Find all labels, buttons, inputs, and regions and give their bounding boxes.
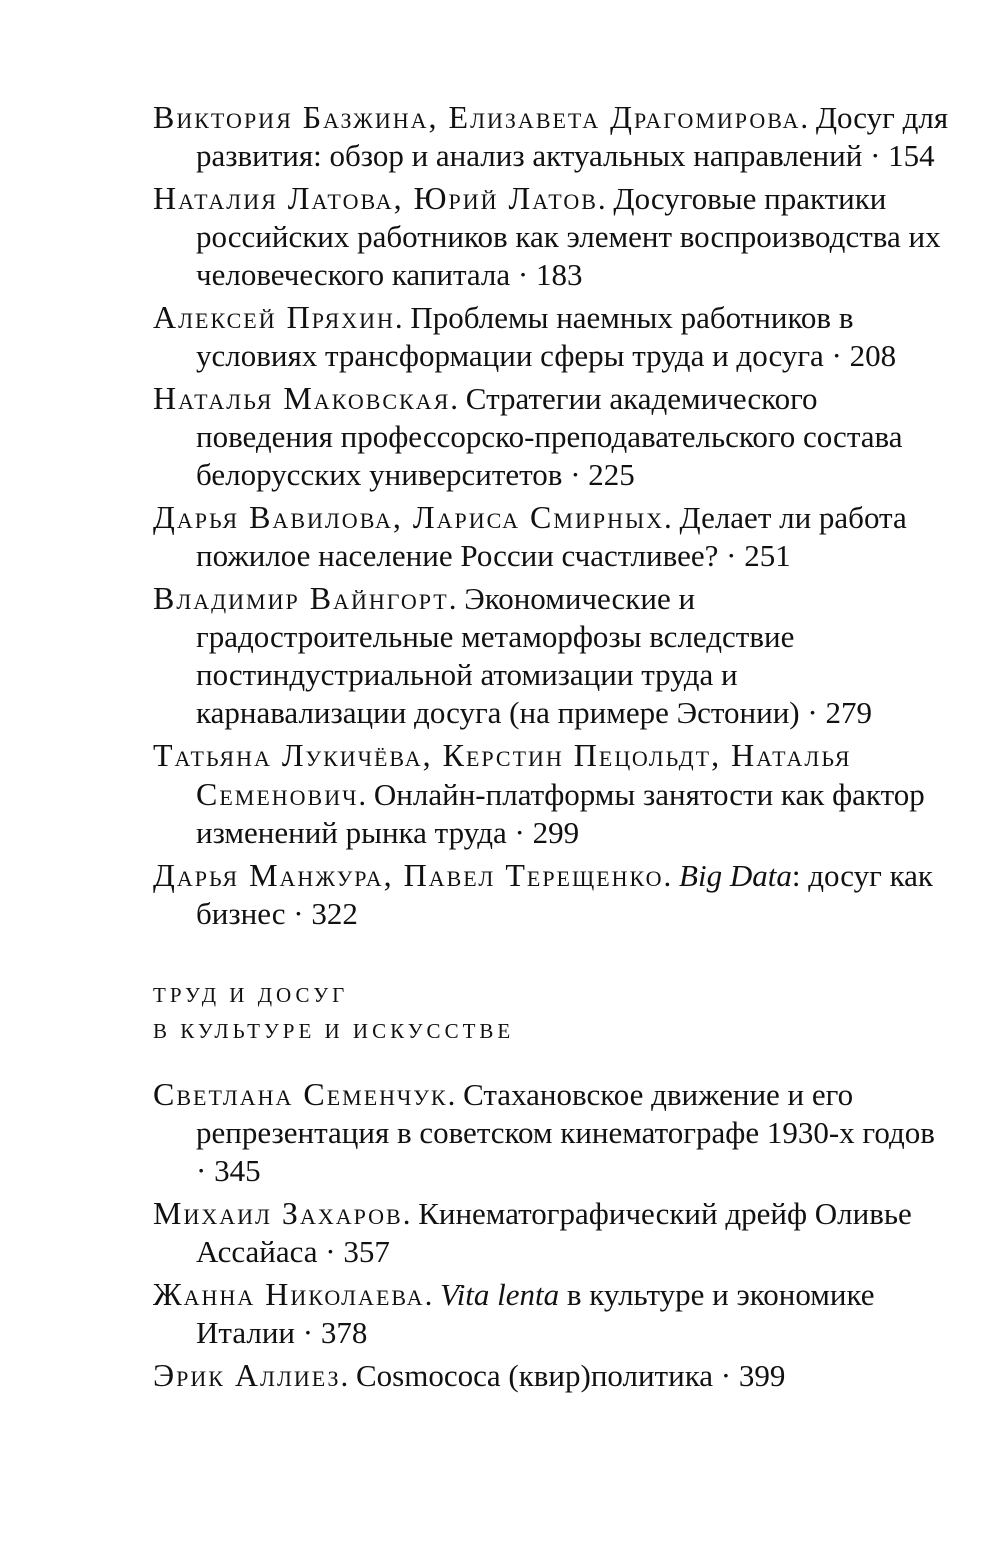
- toc-entry-page-ref: [510, 257, 582, 292]
- toc-entry-title: Делает ли работа пожилое население России счастливее?: [196, 500, 907, 573]
- toc-entry: [153, 179, 953, 294]
- toc-entry-separator: .: [448, 581, 465, 616]
- toc-entry-page-ref: [295, 1315, 367, 1350]
- page-separator-dot: ·: [799, 695, 826, 730]
- toc-entry: [153, 98, 953, 175]
- toc-entry-page-number: 183: [535, 257, 583, 292]
- toc-entry-page-ref: [286, 896, 358, 931]
- toc-entry-title: Vita lenta: [440, 1277, 560, 1312]
- toc-entry-separator: .: [597, 181, 614, 216]
- toc-entry-separator: .: [394, 300, 411, 335]
- toc-entry-author: Алексей Пряхин: [153, 299, 395, 335]
- page-separator-dot: ·: [713, 1358, 739, 1393]
- toc-entry-separator: .: [340, 1358, 356, 1393]
- page-separator-dot: ·: [823, 338, 850, 373]
- toc-entry-author: Владимир Вайнгорт: [153, 580, 449, 616]
- toc-entry-separator: .: [800, 100, 816, 135]
- toc-entry-title: Проблемы наемных работников в условиях трансформации сферы труда и досуга: [196, 300, 854, 373]
- toc-entry-author: Светлана Семенчук: [153, 1076, 448, 1112]
- page-separator-dot: ·: [510, 257, 536, 292]
- toc-entry: [153, 1275, 953, 1352]
- toc-entry: [153, 1356, 953, 1395]
- toc-entry-title: Досуг для развития: обзор и анализ актуальных направлений: [196, 100, 949, 173]
- toc-entry-author: Эрик Аллиез: [153, 1357, 341, 1393]
- toc-entry-page-ref: [562, 457, 634, 492]
- toc-entry: [153, 856, 953, 933]
- toc-entry-separator: .: [447, 1077, 464, 1112]
- toc-entry: [153, 736, 953, 852]
- toc-entry-separator: .: [424, 1277, 441, 1312]
- toc-entry-author: Дарья Вавилова, Лариса Смирных: [153, 499, 665, 535]
- toc-entry-page-ref: [718, 538, 790, 573]
- toc-entry-page-ref: [507, 815, 579, 850]
- toc-entry-page-number: 322: [311, 896, 358, 931]
- section-heading-line-2: В КУЛЬТУРЕ И ИСКУССТВЕ: [153, 1019, 515, 1043]
- toc-entry-title: Стахановское движение и его репрезентация в советском кинематографе 1930-х годов: [196, 1077, 935, 1150]
- toc-entry-page-number: 208: [849, 338, 897, 373]
- toc-entry-separator: .: [664, 500, 680, 535]
- toc-entry-title: Экономические и градостроительные метаморфозы вследствие постиндустриальной атомизации труда и карнавализации досуга (на примере Эстонии): [196, 581, 800, 730]
- toc-entry-title: Кинематографический дрейф Оливье Ассайаса: [196, 1196, 912, 1269]
- toc-entry-author: Татьяна Лукичёва, Керстин Пецольдт, Наталья Семенович: [153, 737, 852, 812]
- page-separator-dot: ·: [196, 1153, 215, 1188]
- toc-entry-page-number: 357: [343, 1234, 390, 1269]
- page-separator-dot: ·: [295, 1315, 321, 1350]
- toc-entry-title: Big Data: [679, 858, 792, 893]
- toc-entry-page-ref: [800, 695, 872, 730]
- toc-entry-page-number: 345: [214, 1153, 261, 1188]
- toc-entry-page-number: 279: [825, 695, 872, 730]
- toc-entry-page-number: 225: [588, 457, 635, 492]
- toc-entry-page-number: 154: [888, 138, 935, 173]
- page-separator-dot: ·: [506, 815, 533, 850]
- toc-entry-title: Стратегии академического поведения профессорско-преподавательского состава белорусских университетов: [196, 381, 903, 492]
- toc-entry: [153, 498, 953, 575]
- toc-entry: [153, 379, 953, 494]
- page-separator-dot: ·: [718, 538, 745, 573]
- toc-entry: [153, 298, 953, 375]
- toc-entry-title: Cosmococa (квир)политика: [356, 1358, 714, 1393]
- toc-entry-page-ref: [824, 338, 896, 373]
- toc-entry-author: Дарья Манжура, Павел Терещенко: [153, 857, 664, 893]
- section-heading: [153, 977, 953, 1049]
- toc-entry-title: Онлайн-платформы занятости как фактор изменений рынка труда: [196, 777, 925, 850]
- toc-entry-page-number: 251: [744, 538, 791, 573]
- section-heading-line-1: ТРУД И ДОСУГ: [153, 983, 349, 1007]
- toc-group-work-leisure: [153, 98, 953, 933]
- toc-entry-author: Жанна Николаева: [153, 1276, 425, 1312]
- toc-entry: [153, 579, 953, 732]
- toc-entry-separator: .: [663, 858, 680, 893]
- page-separator-dot: ·: [862, 138, 889, 173]
- toc-entry-separator: .: [402, 1196, 419, 1231]
- toc-entry-page-number: 399: [738, 1358, 786, 1393]
- toc-entry-author: Михаил Захаров: [153, 1195, 403, 1231]
- toc-entry-page-ref: [318, 1234, 390, 1269]
- page-separator-dot: ·: [317, 1234, 344, 1269]
- toc-entry-title: Досуговые практики российских работников как элемент воспроизводства их человеческого капитала: [196, 181, 941, 292]
- toc-entry-page-number: 299: [532, 815, 580, 850]
- toc-entry-page-ref: [862, 138, 934, 173]
- toc-entry-page-ref: [196, 1153, 261, 1188]
- toc-entry-author: Наталия Латова, Юрий Латов: [153, 180, 598, 216]
- toc-entry-author: Наталья Маковская: [153, 380, 451, 416]
- page-separator-dot: ·: [285, 896, 312, 931]
- toc-entry: [153, 1075, 953, 1190]
- toc-entry-page-ref: [713, 1358, 785, 1393]
- toc-entry-separator: .: [450, 381, 466, 416]
- toc-entry-page-number: 378: [320, 1315, 368, 1350]
- toc-entry: [153, 1194, 953, 1271]
- page-separator-dot: ·: [562, 457, 589, 492]
- table-of-contents: [153, 98, 953, 1399]
- toc-group-culture-art: [153, 1075, 953, 1395]
- toc-entry-author: Виктория Базжина, Елизавета Драгомирова: [153, 99, 801, 135]
- toc-entry-title: в культуре и экономике Италии: [196, 1277, 875, 1350]
- toc-entry-separator: .: [358, 777, 374, 812]
- toc-entry-title: : досуг как бизнес: [196, 858, 933, 931]
